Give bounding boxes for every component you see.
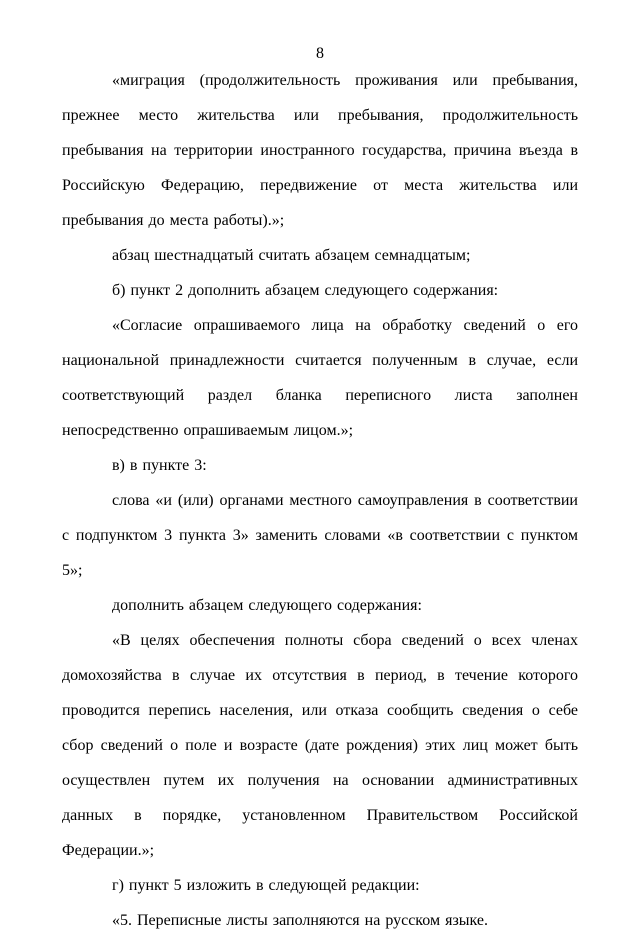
paragraph: «5. Переписные листы заполняются на русском языке. [112,912,488,929]
paragraph: абзац шестнадцатый считать абзацем семнадцатым; [112,247,471,264]
paragraph: в) в пункте 3: [112,457,207,474]
page-number: 8 [316,45,324,62]
paragraph: г) пункт 5 изложить в следующей редакции: [112,877,420,894]
paragraph: «В целях обеспечения полноты сбора сведений о всех членах домохозяйства в случае их отсутствия в период, в течение которого проводится перепись населения, или отказа сообщить сведения о себе сбор сведений о поле и возрасте (дате рождения) этих лиц может быть осуществлен путем их получения на основании административных данных в порядке, установленном Правительством Российской Федерации.»; [62,632,578,859]
paragraph: «Согласие опрашиваемого лица на обработку сведений о его национальной принадлежности считается полученным в случае, если соответствующий раздел бланка переписного листа заполнен непосредственно опрашиваемым лицом.»; [62,317,578,439]
document-body [62,63,578,938]
paragraph: «миграция (продолжительность проживания или пребывания, прежнее место жительства или пребывания, продолжительность пребывания на территории иностранного государства, причина въезда в Российскую Федерацию, передвижение от места жительства или пребывания до места работы).»; [62,72,578,229]
paragraph: дополнить абзацем следующего содержания: [112,597,422,614]
paragraph: слова «и (или) органами местного самоуправления в соответствии с подпунктом 3 пункта 3» заменить словами «в соответствии с пунктом 5»; [62,492,578,579]
paragraph: б) пункт 2 дополнить абзацем следующего содержания: [112,282,499,299]
